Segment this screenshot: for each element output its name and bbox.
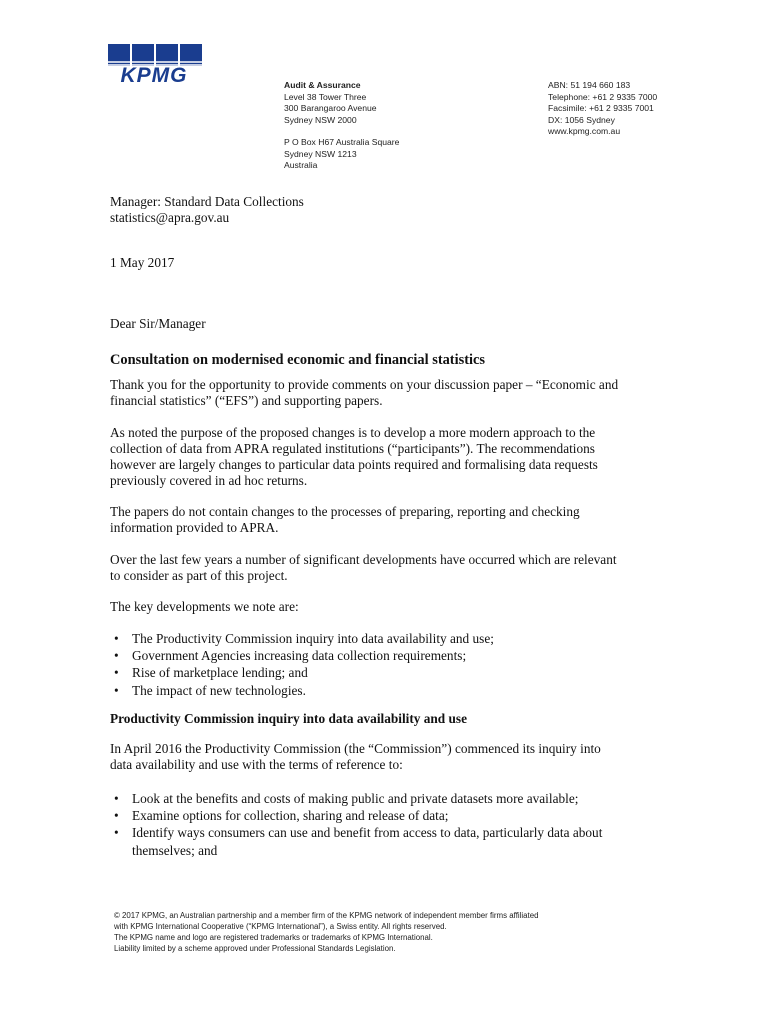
bullet-icon: • (114, 648, 119, 664)
list-item: • The Productivity Commission inquiry into data availability and use; (114, 631, 494, 646)
address-line: Sydney NSW 2000 (284, 114, 357, 125)
office-address (284, 80, 377, 126)
list-item: • Government Agencies increasing data collection requirements; (114, 648, 467, 664)
address-line: P O Box H67 Australia Square (284, 137, 400, 147)
address-line: Level 38 Tower Three (284, 91, 367, 102)
key-developments-list (110, 630, 670, 699)
recipient-email[interactable]: statistics@apra.gov.au (110, 210, 230, 225)
bullet-icon: • (114, 825, 119, 841)
paragraph: In April 2016 the Productivity Commission (the “Commission”) commenced its inquiry into data availability and use with the terms of reference to: (110, 741, 601, 772)
website-link[interactable]: www.kpmg.com.au (548, 126, 621, 137)
recipient-title: Manager: Standard Data Collections (110, 194, 304, 209)
telephone: Telephone: +61 2 9335 7000 (548, 91, 658, 102)
paragraph: Over the last few years a number of significant developments have occurred which are relevant to consider as part of this project. (110, 552, 617, 583)
division-name: Audit & Assurance (284, 80, 361, 90)
bullet-icon: • (114, 631, 119, 646)
section-heading: Productivity Commission inquiry into data availability and use (110, 711, 467, 726)
bullet-icon: • (114, 808, 119, 824)
svg-text:KPMG: KPMG (120, 64, 188, 86)
address-line: 300 Barangaroo Avenue (284, 103, 377, 114)
letter-date: 1 May 2017 (110, 255, 175, 270)
paragraph: The key developments we note are: (110, 599, 299, 614)
contact-details (548, 80, 657, 138)
postal-address (284, 137, 399, 172)
paragraph: As noted the purpose of the proposed changes is to develop a more modern approach to the collection of data from APRA regulated institutions (“participants”). The recommendations however are largely changes to particular data points required and formalising data requests previously covered in ad hoc returns. (110, 425, 598, 488)
list-item: • The impact of new technologies. (114, 682, 306, 698)
terms-of-reference-list (110, 790, 670, 859)
letter-heading: Consultation on modernised economic and financial statistics (110, 352, 485, 368)
paragraph: The papers do not contain changes to the processes of preparing, reporting and checking information provided to APRA. (110, 504, 580, 535)
list-item: • Examine options for collection, sharing and release of data; (114, 808, 449, 824)
paragraph: Thank you for the opportunity to provide comments on your discussion paper – “Economic and financial statistics” (“EFS”) and supporting papers. (110, 377, 619, 408)
facsimile: Facsimile: +61 2 9335 7001 (548, 103, 654, 114)
address-line: Sydney NSW 1213 (284, 148, 357, 159)
list-item: • Identify ways consumers can use and benefit from access to data, particularly data about themselves; and (114, 825, 603, 858)
abn: ABN: 51 194 660 183 (548, 80, 631, 90)
kpmg-logo (104, 44, 206, 86)
dx: DX: 1056 Sydney (548, 114, 615, 125)
bullet-icon: • (114, 665, 119, 681)
legal-footer: © 2017 KPMG, an Australian partnership and a member firm of the KPMG network of independent member firms affiliated with KPMG International Cooperative (“KPMG International”), a Swiss entity. All rights reserved. The KPMG name and logo are registered trademarks or trademarks of KPMG International. Liability limited by a scheme approved under Professional Standards Legislation. (114, 911, 539, 953)
bullet-icon: • (114, 682, 119, 698)
address-line: Australia (284, 160, 318, 171)
list-item: • Rise of marketplace lending; and (114, 665, 308, 681)
list-item: • Look at the benefits and costs of making public and private datasets more available; (114, 791, 579, 806)
bullet-icon: • (114, 791, 119, 806)
recipient-block (110, 194, 670, 226)
salutation: Dear Sir/Manager (110, 316, 206, 331)
